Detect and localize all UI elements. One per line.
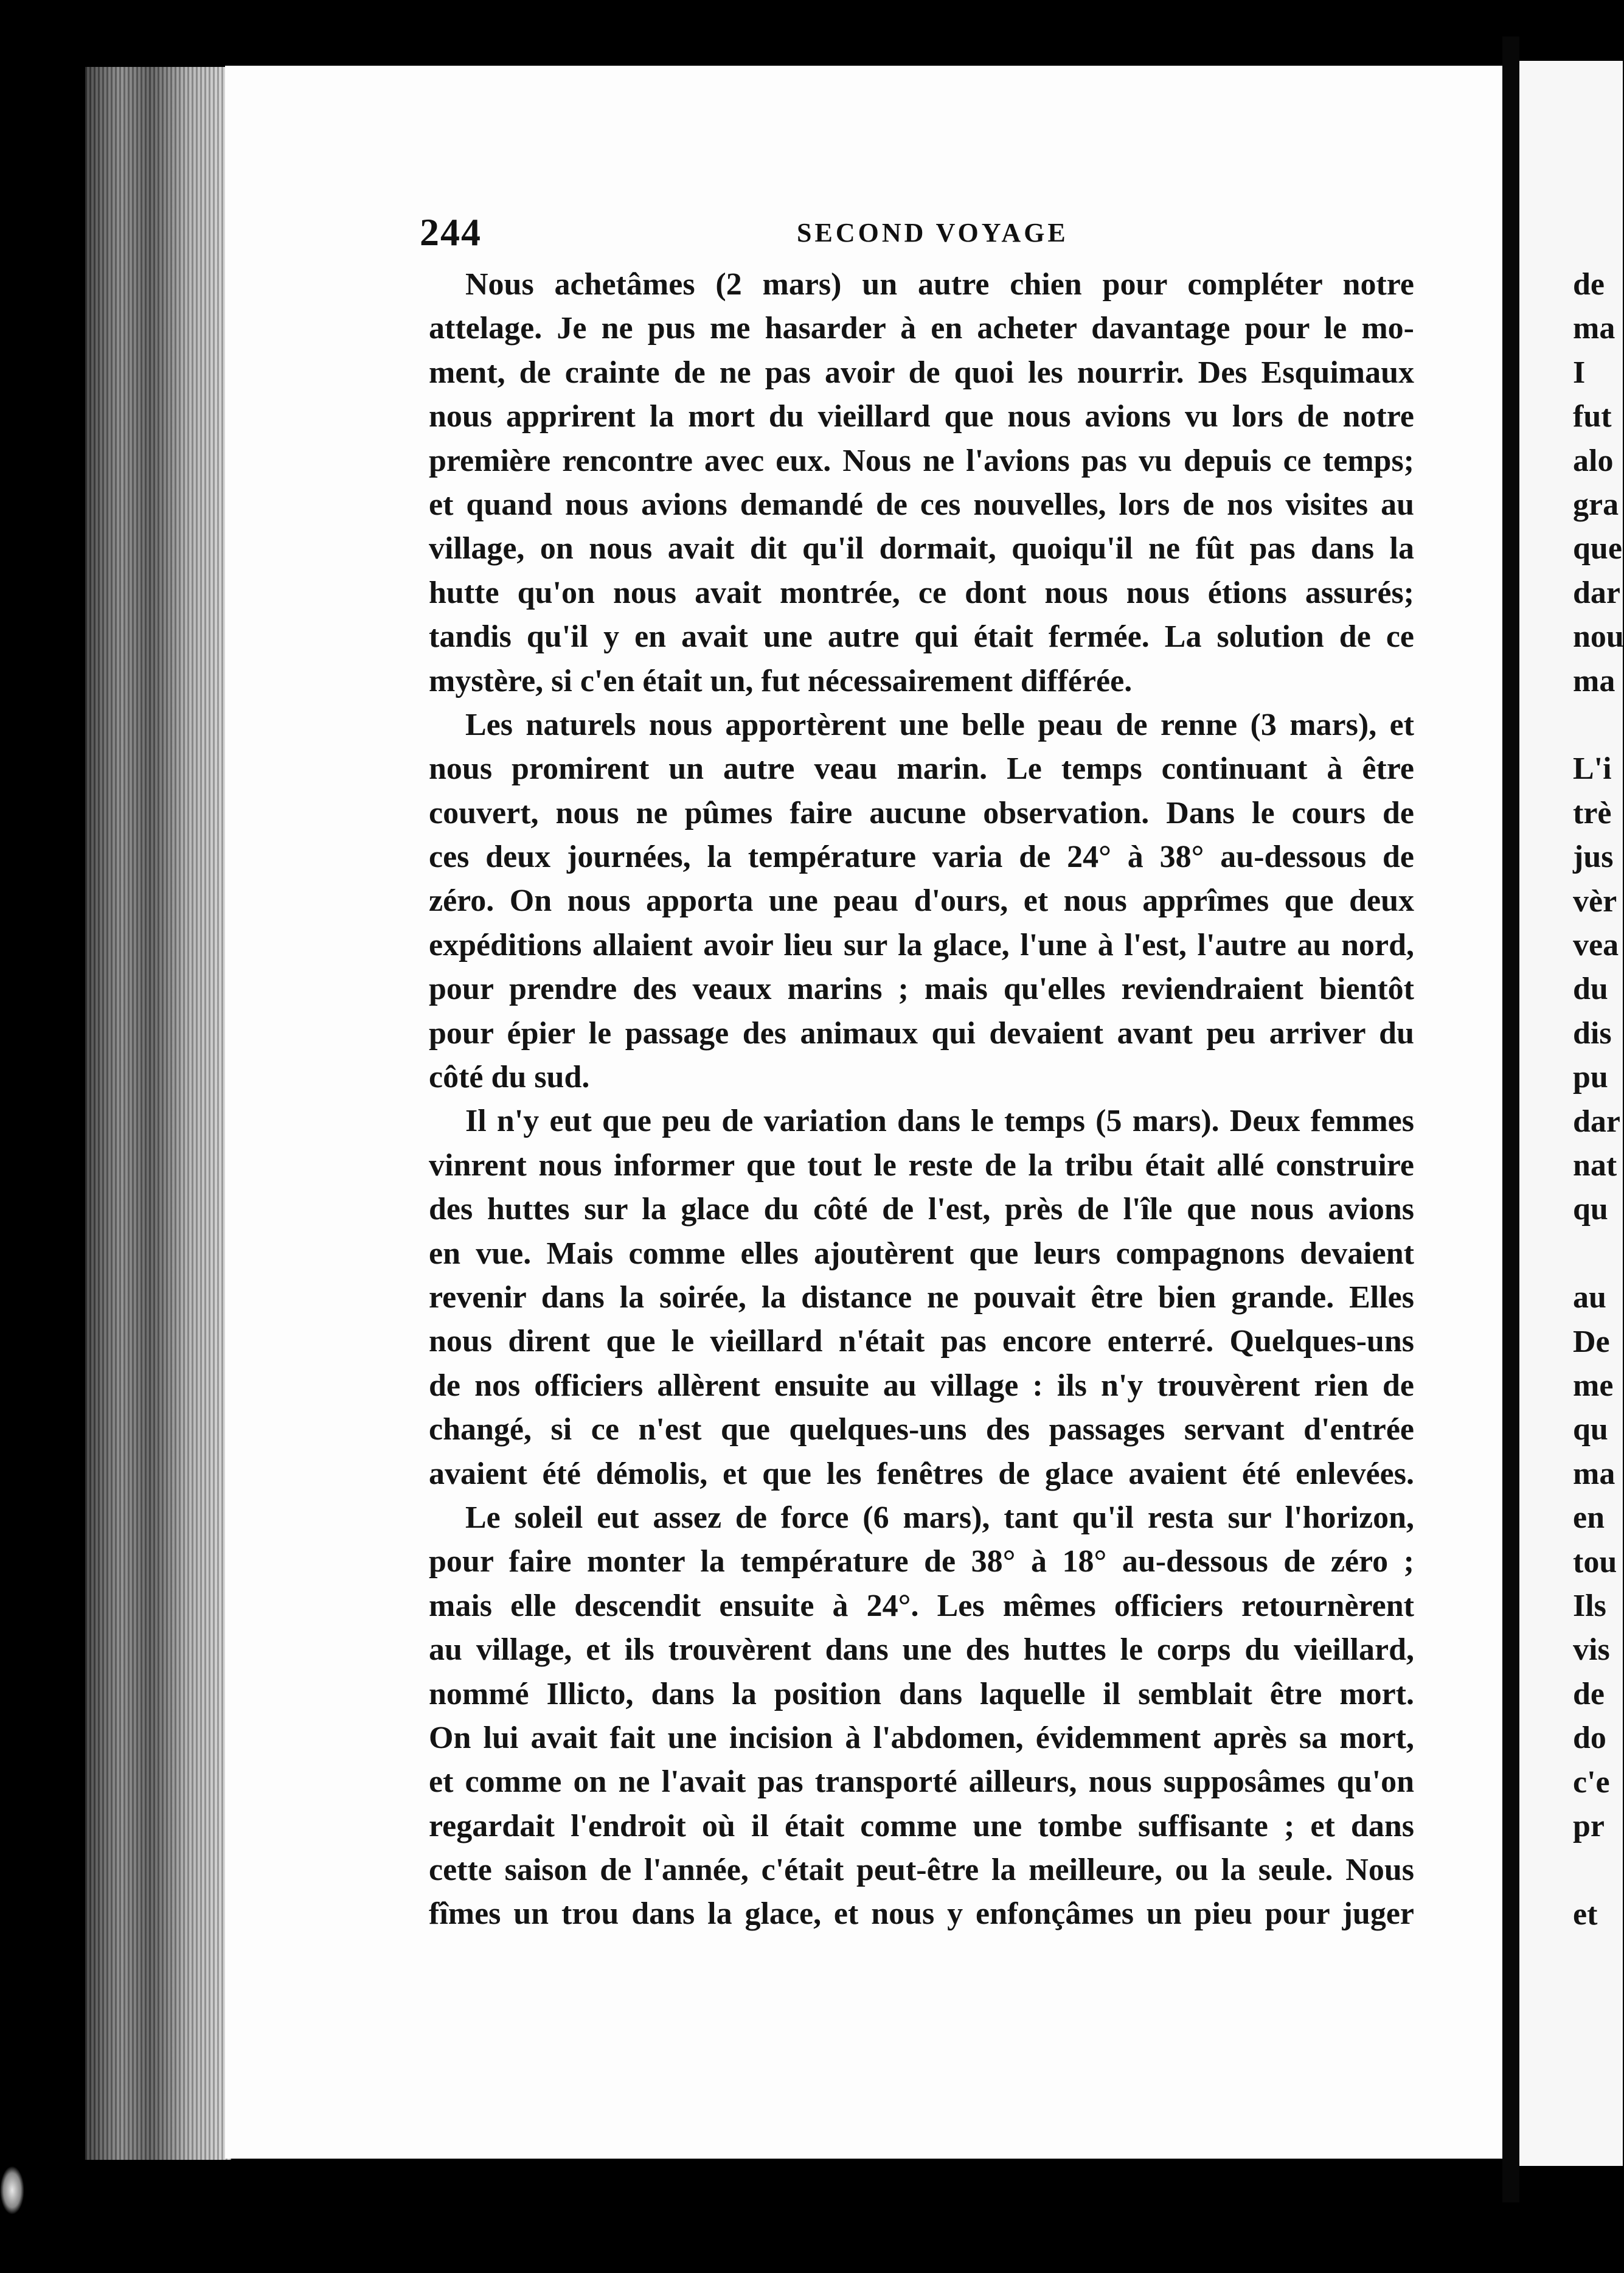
facing-page-fragment: ma [1573, 311, 1615, 346]
text-line: et comme on ne l'avait pas transporté ailleurs, nous supposâmes qu'on [429, 1764, 1414, 1800]
text-line: regardait l'endroit où il était comme une tombe suffisante ; et dans [429, 1808, 1414, 1843]
facing-page-fragment: en [1573, 1500, 1605, 1536]
text-line: pour épier le passage des animaux qui devaient avant peu arriver du [429, 1015, 1414, 1051]
text-line: avaient été démolis, et que les fenêtres de glace avaient été enlevées. [429, 1456, 1414, 1491]
facing-page-fragment: c'e [1573, 1764, 1610, 1800]
text-line: mystère, si c'en était un, fut nécessairement différée. [429, 663, 1133, 698]
facing-page-fragment: et [1573, 1896, 1598, 1932]
text-line: expéditions allaient avoir lieu sur la glace, l'une à l'est, l'autre au nord, [429, 927, 1414, 962]
facing-page-fragment: dis [1573, 1015, 1612, 1051]
text-line: de nos officiers allèrent ensuite au village : ils n'y trouvèrent rien de [429, 1368, 1414, 1403]
facing-page-fragment: me [1573, 1368, 1614, 1403]
text-line: tandis qu'il y en avait une autre qui était fermée. La solution de ce [429, 619, 1414, 655]
text-line: changé, si ce n'est que quelques-uns des passages servant d'entrée [429, 1412, 1414, 1447]
text-line: Nous achetâmes (2 mars) un autre chien pour compléter notre [465, 267, 1414, 302]
text-line: ment, de crainte de ne pas avoir de quoi les nourrir. Des Esquimaux [429, 355, 1414, 390]
text-line: vinrent nous informer que tout le reste de la tribu était allé construire [429, 1147, 1414, 1183]
text-line: première rencontre avec eux. Nous ne l'avions pas vu depuis ce temps; [429, 443, 1414, 478]
facing-page-fragment: trè [1573, 795, 1612, 830]
body-text [429, 263, 1414, 1937]
facing-page-fragment: pu [1573, 1060, 1608, 1095]
facing-page-fragment: qu [1573, 1412, 1608, 1447]
text-line: pour prendre des veaux marins ; mais qu'elles reviendraient bientôt [429, 972, 1414, 1007]
facing-page-fragment: de [1573, 267, 1605, 302]
facing-page-fragment: jus [1573, 840, 1614, 875]
facing-page-fragment: ma [1573, 1456, 1615, 1491]
facing-page-fragment: qu [1573, 1192, 1608, 1227]
book-gutter [1502, 37, 1519, 2202]
text-line: pour faire monter la température de 38° à 18° au-dessous de zéro ; [429, 1544, 1414, 1579]
text-line: attelage. Je ne pus me hasarder à en acheter davantage pour le mo- [429, 311, 1414, 346]
facing-page-fragment: fut [1573, 399, 1612, 434]
text-line: On lui avait fait une incision à l'abdomen, évidemment après sa mort, [429, 1720, 1414, 1755]
facing-page-fragment: do [1573, 1721, 1606, 1756]
text-line: nous dirent que le vieillard n'était pas encore enterré. Quelques-uns [429, 1324, 1414, 1359]
text-line: côté du sud. [429, 1060, 590, 1095]
facing-page-fragment: Ils [1573, 1589, 1606, 1623]
facing-page-fragment: au [1573, 1280, 1606, 1315]
facing-page-fragment: de [1573, 1676, 1605, 1711]
page-edge-stack [85, 67, 231, 2160]
facing-page-text-clip [1519, 0, 1624, 2273]
text-line: Les naturels nous apportèrent une belle peau de renne (3 mars), et [465, 707, 1414, 742]
text-line: fîmes un trou dans la glace, et nous y enfonçâmes un pieu pour juger [429, 1896, 1414, 1932]
facing-page-fragment: L'i [1573, 751, 1612, 787]
facing-page-fragment: dar [1573, 575, 1620, 610]
facing-page-fragment: I [1573, 355, 1586, 390]
text-line: Le soleil eut assez de force (6 mars), tant qu'il resta sur l'horizon, [465, 1500, 1414, 1535]
text-line: Il n'y eut que peu de variation dans le temps (5 mars). Deux femmes [465, 1104, 1414, 1139]
running-title: SECOND VOYAGE [797, 218, 1069, 248]
facing-page-fragment: que [1573, 531, 1622, 566]
facing-page-fragment: vèr [1573, 883, 1617, 919]
facing-page-fragment: vea [1573, 928, 1619, 962]
text-line: nommé Illicto, dans la position dans laquelle il semblait être mort. [429, 1676, 1414, 1711]
text-line: revenir dans la soirée, la distance ne pouvait être bien grande. Elles [429, 1279, 1414, 1315]
facing-page-fragment: gra [1573, 487, 1619, 522]
facing-page-fragment: alo [1573, 443, 1614, 478]
text-line: couvert, nous ne pûmes faire aucune observation. Dans le cours de [429, 795, 1414, 830]
facing-page-fragment: De [1573, 1324, 1610, 1359]
facing-page-fragment: du [1573, 972, 1608, 1007]
text-line: zéro. On nous apporta une peau d'ours, et nous apprîmes que deux [429, 883, 1414, 919]
facing-page-fragment: nou [1573, 619, 1624, 655]
text-line: ces deux journées, la température varia de 24° à 38° au-dessous de [429, 840, 1414, 875]
facing-page-fragment: ma [1573, 663, 1615, 698]
text-line: hutte qu'on nous avait montrée, ce dont nous nous étions assurés; [429, 575, 1414, 610]
facing-page-fragment: tou [1573, 1544, 1617, 1579]
text-line: en vue. Mais comme elles ajoutèrent que leurs compagnons devaient [429, 1236, 1414, 1271]
text-line: village, on nous avait dit qu'il dormait, quoiqu'il ne fût pas dans la [429, 531, 1414, 566]
text-line: des huttes sur la glace du côté de l'est, près de l'île que nous avions [429, 1192, 1414, 1227]
facing-page-fragment: vis [1573, 1632, 1610, 1668]
facing-page-fragment: dar [1573, 1104, 1620, 1139]
text-line: mais elle descendit ensuite à 24°. Les mêmes officiers retournèrent [429, 1588, 1414, 1623]
page-header [420, 210, 1423, 252]
facing-page-fragment: pr [1573, 1809, 1605, 1843]
text-line: et quand nous avions demandé de ces nouvelles, lors de nos visites au [429, 487, 1414, 522]
page-number: 244 [420, 211, 482, 254]
text-line: nous promirent un autre veau marin. Le temps continuant à être [429, 751, 1414, 787]
facing-page-fragment: nat [1573, 1148, 1617, 1183]
text-line: nous apprirent la mort du vieillard que nous avions vu lors de notre [429, 399, 1414, 434]
text-line: cette saison de l'année, c'était peut-être la meilleure, ou la seule. Nous [429, 1853, 1414, 1888]
text-line: au village, et ils trouvèrent dans une des huttes le corps du vieillard, [429, 1632, 1414, 1668]
scan-artifact [0, 2166, 24, 2215]
